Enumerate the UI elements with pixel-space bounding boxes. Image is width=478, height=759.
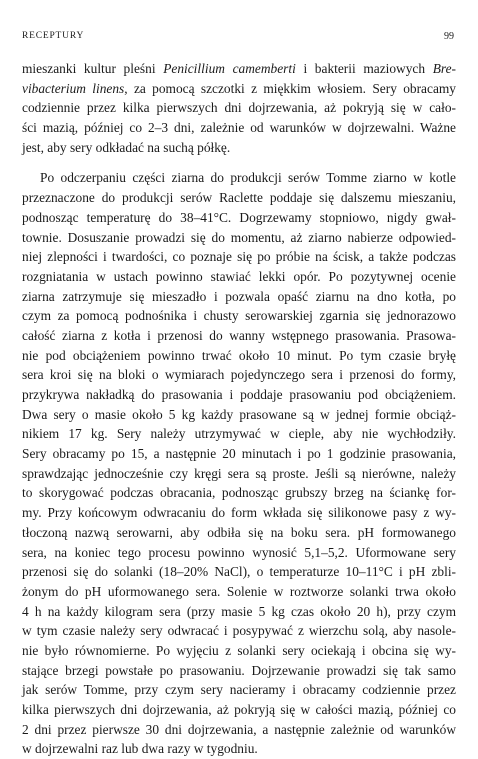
text-line: 4 h na każdy kilogram sera (przy masie 5 kg czas około 20 h), przy czym (22, 603, 456, 619)
latin-name: Penicillium camemberti (163, 61, 296, 76)
text-line: czym za pomocą podnośnika i chusty serowarskiej zgarnia się jednorazowo (22, 308, 456, 324)
text-line: nikiem 17 kg. Sery należy utrzymywać w cieple, aby nie wychłodziły. (22, 426, 456, 442)
text-line: tłoczoną nazwą serowarni, aby odbiła się na boku sera. pH formowanego (22, 524, 456, 540)
page-number: 99 (444, 31, 454, 42)
text-line: my. Przy końcowym odwracaniu do form wkłada się silikonowe pasy z wy- (22, 505, 456, 521)
text-line: sera, na koniec tego procesu powinno wynosić 5,1–5,2. Uformowane sery (22, 544, 456, 560)
running-title: RECEPTURY (22, 31, 85, 41)
text-line: przenosi się do solanki (18–20% NaCl), o temperaturze 10–11°C i pH zbli- (22, 564, 456, 580)
text-line: Dwa sery o masie około 5 kg każdy prasowane są w jednej formie obciąż- (22, 406, 456, 422)
text-line: ści mazią, później co 2–3 dni, zależnie od warunków w dojrzewalni. Ważne (22, 120, 456, 136)
text-line: rozgniatania w ustach powinno stawiać lekki opór. Po pozytywnej ocenie (22, 268, 456, 284)
text-line: przykrywa nakładką do prasowania i poddaje prasowaniu pod obciążeniem. (22, 387, 456, 402)
text-line: ziarna zatrzymuje się mieszadło i pozwala opaść ziarnu na dno kotła, po (22, 288, 456, 304)
text-line: vibacterium linens, za pomocą szczotki z miękkim włosiem. Sery obracamy (22, 80, 457, 96)
paragraph-gap (22, 157, 456, 168)
text-line: niej zlepności i twardości, co poznaje się po próbie na ścisk, a także podczas (22, 249, 456, 265)
text-line: całość ziarna z kotła i przenosi do wanny wstępnego prasowania. Prasowa- (22, 327, 456, 343)
text-line: nie było równomierne. Po wyjęciu z solanki sery ociekają i obcina się wy- (22, 642, 456, 658)
text-line: mieszanki kultur pleśni Penicillium camemberti i bakterii maziowych Bre- (22, 61, 457, 76)
text-line: jest, aby sery odkładać na suchą półkę. (22, 139, 231, 155)
body-text (22, 59, 456, 759)
text-line: nie pod obciążeniem powinno trwać około 10 minut. Po tym czasie bryłę (22, 347, 456, 363)
text-line: przeznaczone do produkcji serów Raclette poddaje się dalszemu mieszaniu, (22, 190, 456, 206)
text-line: Sery obracamy po 15, a następnie 20 minutach i po 1 godzinie prasowania, (22, 446, 456, 462)
latin-name: Bre- (432, 61, 457, 76)
text-line: to skorygować podczas obracania, podnosząc grubszy brzeg na ściankę for- (22, 485, 456, 501)
text-line: jak serów Tomme, przy czym sery nacieramy i obracamy codziennie przez (22, 682, 456, 698)
text-line: kilka pierwszych dni dojrzewania, aż pokryją się w całości mazią, później co (22, 702, 456, 717)
text-line: townie. Dosuszanie prowadzi się do momentu, aż ziarno nabierze odpowied- (22, 229, 456, 245)
latin-name: vibacterium linens (22, 80, 125, 96)
text-line: żonym do pH uformowanego sera. Solenie w roztworze solanki trwa około (22, 583, 456, 599)
text-line: w tym czasie należy sery odwracać i posypywać z wierzchu solą, aby nasole- (22, 623, 456, 639)
text-line: sprawdzając jednocześnie czy kręgi sera są proste. Jeśli są nierówne, należy (22, 465, 456, 481)
text-line: podnosząc temperaturę do 38–41°C. Dogrzewamy stopniowo, nigdy gwał- (22, 209, 456, 225)
paragraph (22, 59, 456, 157)
text-line: Po odczerpaniu części ziarna do produkcji serów Tomme ziarno w kotle (40, 170, 456, 186)
text-line: w dojrzewalni raz lub dwa razy w tygodniu. (22, 741, 258, 757)
text-line: codziennie przez kilka pierwszych dni dojrzewania, aż pokryją się w cało- (22, 100, 456, 116)
text-line: stające brzegi powstałe po prasowaniu. Dojrzewanie prowadzi się tak samo (22, 662, 456, 678)
running-header (22, 31, 454, 45)
text-line: 2 dni przez pierwsze 30 dni dojrzewania, a następnie zależnie od warunków (22, 721, 456, 737)
paragraph (22, 168, 456, 759)
text-line: sera kroi się na bloki o wymiarach pojedynczego sera i przenosi do formy, (22, 367, 456, 383)
